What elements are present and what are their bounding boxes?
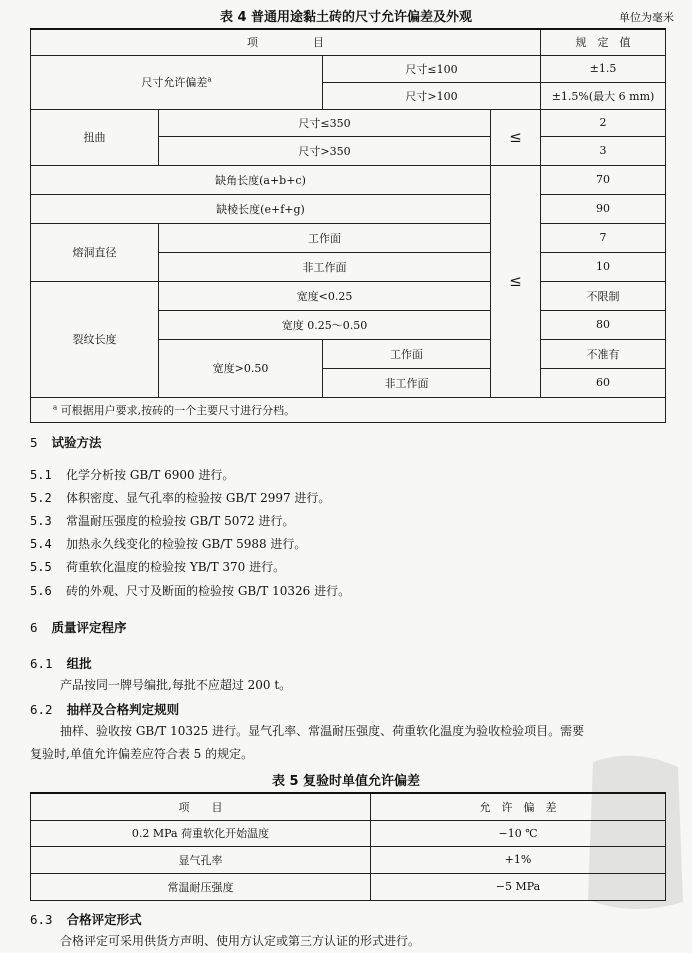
- note-mark: a: [207, 75, 212, 84]
- table-row: [31, 820, 666, 846]
- section63-body: 合格评定可采用供货方声明、使用方认定或第三方认证的形式进行。: [60, 934, 421, 948]
- table5-value: +1%: [371, 846, 666, 873]
- list-item: 5.3 常温耐压强度的检验按 GB/T 5072 进行。: [30, 514, 295, 528]
- size-value: ±1.5: [541, 55, 666, 82]
- table4-header-item: 项 目: [31, 29, 541, 55]
- table5-header-row: [31, 793, 666, 820]
- table-row: [31, 846, 666, 873]
- crack-surface: 工作面: [323, 339, 491, 368]
- edge-missing-label: 缺棱长度(e+f+g): [31, 194, 491, 223]
- crack-value: 不准有: [541, 339, 666, 368]
- crack-value: 60: [541, 368, 666, 397]
- corner-missing-label: 缺角长度(a+b+c): [31, 165, 491, 194]
- melt-hole-condition: 非工作面: [159, 252, 491, 281]
- table4-header-row: [31, 29, 666, 55]
- table-row: [31, 194, 666, 223]
- table-row: [31, 109, 666, 136]
- table5-header-item: 项 目: [31, 793, 371, 820]
- list-item: 5.1 化学分析按 GB/T 6900 进行。: [30, 468, 235, 482]
- table4-unit: 单位为毫米: [619, 11, 674, 24]
- list-item: 5.6 砖的外观、尺寸及断面的检验按 GB/T 10326 进行。: [30, 584, 351, 598]
- footnote-mark: a: [53, 402, 58, 411]
- crack-condition: 宽度<0.25: [159, 281, 491, 310]
- table5-item: 显气孔率: [31, 846, 371, 873]
- crack-condition: 宽度>0.50: [159, 339, 323, 397]
- table5-item: 常温耐压强度: [31, 873, 371, 900]
- crack-value: 80: [541, 310, 666, 339]
- warp-value: 3: [541, 136, 666, 165]
- watermark-seal: [573, 742, 692, 922]
- table5-value: −5 MPa: [371, 873, 666, 900]
- size-value: ±1.5%(最大 6 mm): [541, 82, 666, 109]
- warp-label: 扭曲: [31, 109, 159, 165]
- table5-value: −10 ℃: [371, 820, 666, 846]
- crack-surface: 非工作面: [323, 368, 491, 397]
- size-condition: 尺寸≤100: [323, 55, 541, 82]
- list-item: 5.2 体积密度、显气孔率的检验按 GB/T 2997 进行。: [30, 491, 331, 505]
- table5: [30, 792, 666, 901]
- crack-condition: 宽度 0.25～0.50: [159, 310, 491, 339]
- section62-body-line2: 复验时,单值允许偏差应符合表 5 的规定。: [30, 747, 254, 761]
- melt-hole-value: 7: [541, 223, 666, 252]
- size-tolerance-label: 尺寸允许偏差$^a$: [31, 55, 323, 109]
- section5-heading: 5 试验方法: [30, 435, 102, 450]
- table-row: [31, 873, 666, 900]
- warp-condition: 尺寸≤350: [159, 109, 491, 136]
- table4-footnote: $^a$ 可根据用户要求,按砖的一个主要尺寸进行分档。: [31, 397, 666, 422]
- table4-title: 表 4 普通用途黏土砖的尺寸允许偏差及外观: [219, 10, 473, 25]
- table4-header-value: 规 定 值: [541, 29, 666, 55]
- section61-body: 产品按同一牌号编批,每批不应超过 200 t。: [60, 678, 292, 692]
- table4: [30, 28, 666, 423]
- warp-value: 2: [541, 109, 666, 136]
- crack-label: 裂纹长度: [31, 281, 159, 397]
- table-row: [31, 223, 666, 252]
- section6-heading: 6 质量评定程序: [30, 620, 127, 635]
- melt-hole-label: 熔洞直径: [31, 223, 159, 281]
- le-symbol: ≤: [491, 165, 541, 397]
- table-row: [31, 281, 666, 310]
- corner-missing-value: 70: [541, 165, 666, 194]
- table5-title: 表 5 复验时单值允许偏差: [271, 774, 421, 789]
- crack-value: 不限制: [541, 281, 666, 310]
- le-symbol: ≤: [491, 109, 541, 165]
- size-condition: 尺寸>100: [323, 82, 541, 109]
- section63-heading: 6.3 合格评定形式: [30, 912, 142, 927]
- table-row: [31, 165, 666, 194]
- table5-header-value: 允 许 偏 差: [371, 793, 666, 820]
- table4-footnote-row: [31, 397, 666, 422]
- melt-hole-value: 10: [541, 252, 666, 281]
- edge-missing-value: 90: [541, 194, 666, 223]
- list-item: 5.5 荷重软化温度的检验按 YB/T 370 进行。: [30, 560, 286, 574]
- warp-condition: 尺寸>350: [159, 136, 491, 165]
- section61-heading: 6.1 组批: [30, 656, 92, 671]
- section62-body-line1: 抽样、验收按 GB/T 10325 进行。显气孔率、常温耐压强度、荷重软化温度为验收检验项目。需要: [60, 724, 585, 738]
- section62-heading: 6.2 抽样及合格判定规则: [30, 702, 180, 717]
- table5-item: 0.2 MPa 荷重软化开始温度: [31, 820, 371, 846]
- table-row: [31, 55, 666, 82]
- list-item: 5.4 加热永久线变化的检验按 GB/T 5988 进行。: [30, 537, 307, 551]
- melt-hole-condition: 工作面: [159, 223, 491, 252]
